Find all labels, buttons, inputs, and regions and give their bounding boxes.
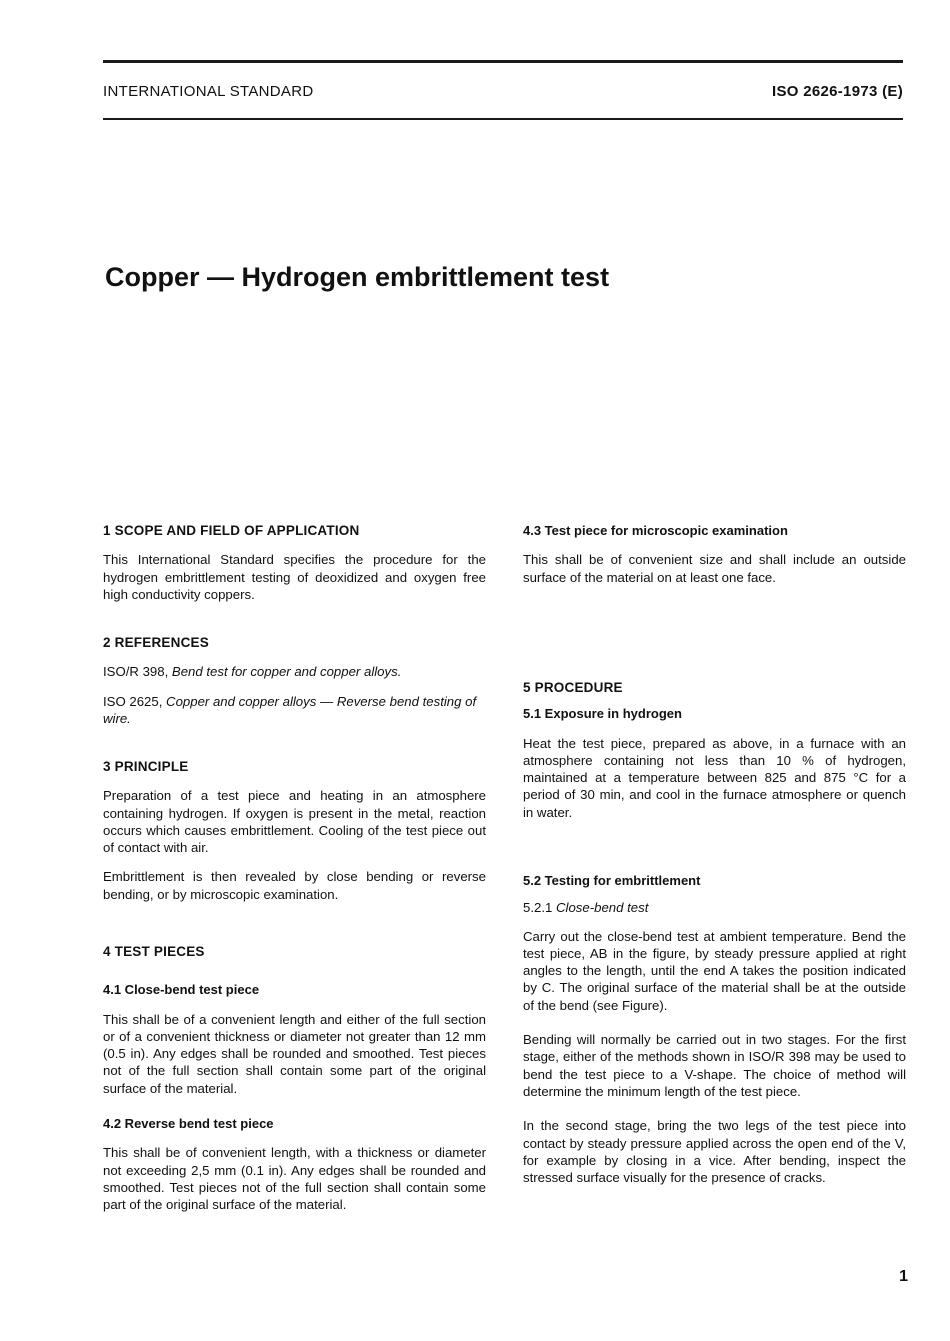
section-5-1-heading: 5.1 Exposure in hydrogen: [523, 706, 682, 722]
section-2: [103, 634, 486, 727]
document-title: Copper — Hydrogen embrittlement test: [105, 262, 610, 292]
section-4-3: [523, 522, 906, 586]
section-5-2-1-paragraph-2: Bending will normally be carried out in two stages. For the first stage, either of the methods shown in ISO/R 398 may be used to bend the test piece to a V-shape. The choice of method will determine the minimum length of the test piece.: [523, 1032, 906, 1099]
section-5-heading: 5 PROCEDURE: [523, 680, 623, 695]
section-5-2-1-paragraph-3: In the second stage, bring the two legs of the test piece into contact by steady pressure applied across the open end of the V, for example by closing in a vice. After bending, inspect the stressed surface visually for the presence of cracks.: [523, 1118, 906, 1186]
section-2-heading: 2 REFERENCES: [103, 635, 209, 650]
header-standard-number: ISO 2626-1973 (E): [771, 83, 903, 100]
reference-1-title: Bend test for copper and copper alloys.: [171, 664, 402, 680]
section-1-body: This International Standard specifies the procedure for the hydrogen embrittlement testing of deoxidized and oxygen free high conductivity coppers.: [103, 552, 486, 602]
page-number: 1: [899, 1268, 908, 1285]
section-3-paragraph-1: Preparation of a test piece and heating in an atmosphere containing hydrogen. If oxygen is present in the metal, reaction occurs which causes embrittlement. Cooling of the test piece out of contact with air.: [103, 788, 486, 856]
section-4-3-heading: 4.3 Test piece for microscopic examination: [523, 523, 788, 538]
section-3-heading: 3 PRINCIPLE: [103, 759, 189, 774]
header-left-label: INTERNATIONAL STANDARD: [103, 83, 314, 100]
section-5-2-1-title: Close-bend test: [556, 900, 649, 916]
section-3-paragraph-2: Embrittlement is then revealed by close bending or reverse bending, or by microscopic examination.: [103, 869, 486, 902]
header-bottom-rule: [103, 118, 903, 120]
section-5: [523, 679, 906, 821]
section-5-2-1-paragraph-1: Carry out the close-bend test at ambient temperature. Bend the test piece, AB in the figure, by steady pressure applied at right angles to the length, until the end A takes the position indicated by C. The original surface of the material shall be at the outside of the bend (see Figure).: [523, 928, 906, 1013]
section-4: [103, 943, 486, 1214]
section-5-2-heading: 5.2 Testing for embrittlement: [523, 873, 701, 888]
section-4-2-body: This shall be of convenient length, with a thickness or diameter not exceeding 2,5 mm (0.1 in). Any edges shall be rounded and smoothed. Test pieces not of the full section shall contain some part of the original surface of the material.: [103, 1145, 486, 1213]
header-top-rule: [103, 60, 903, 63]
section-5-1-body: Heat the test piece, prepared as above, in a furnace with an atmosphere containing not less than 10 % of hydrogen, maintained at a temperature between 825 and 875 °C for a period of 30 min, and cool in the furnace atmosphere or quench in water.: [523, 735, 906, 820]
section-5-2: [523, 872, 906, 1186]
section-1: [103, 522, 486, 603]
section-1-heading: 1 SCOPE AND FIELD OF APPLICATION: [103, 523, 360, 538]
section-5-2-1-heading: [523, 899, 906, 916]
section-4-3-body: This shall be of convenient size and shall include an outside surface of the material on at least one face.: [523, 552, 906, 585]
section-5-2-1-number: 5.2.1: [523, 900, 556, 916]
section-4-heading: 4 TEST PIECES: [103, 944, 205, 959]
section-4-2-heading: 4.2 Reverse bend test piece: [103, 1116, 274, 1132]
reference-2-number: ISO 2625,: [103, 693, 167, 709]
reference-1: [103, 663, 486, 680]
section-4-1-heading: 4.1 Close-bend test piece: [103, 982, 260, 998]
reference-1-number: ISO/R 398,: [103, 664, 172, 680]
reference-2: [103, 693, 486, 728]
reference-2-title: Copper and copper alloys — Reverse bend testing of wire.: [103, 693, 477, 726]
section-4-1-body: This shall be of a convenient length and either of the full section or of a convenient thickness or diameter not greater than 12 mm (0.5 in). Any edges shall be rounded and smoothed. Test pieces not of the full section shall contain some part of the original surface of the material.: [103, 1011, 486, 1096]
section-3: [103, 758, 486, 903]
